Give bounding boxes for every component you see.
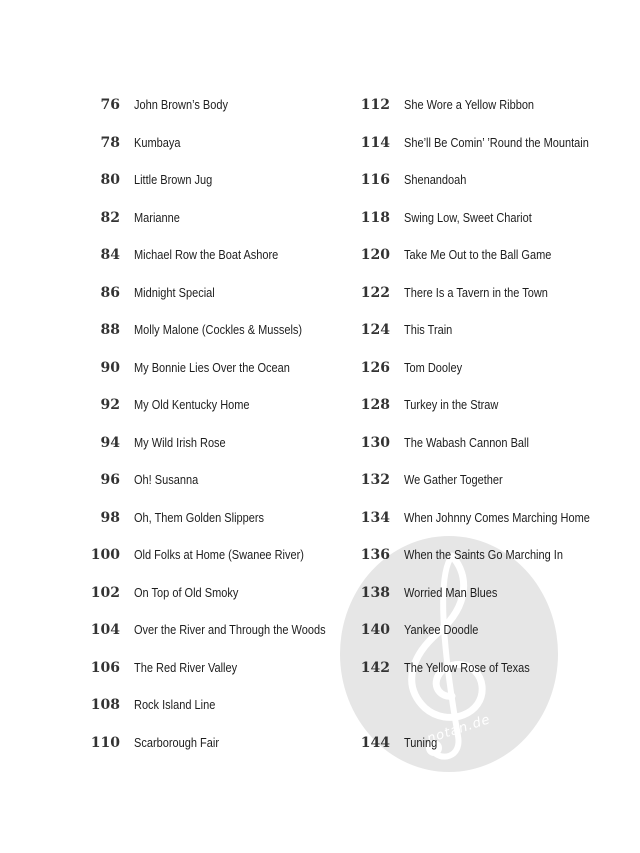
toc-song-title: Yankee Doodle — [404, 623, 479, 637]
toc-page-number: 112 — [360, 97, 390, 113]
toc-song-title: My Old Kentucky Home — [134, 398, 250, 412]
toc-song-title: Midnight Special — [134, 285, 215, 300]
toc-page-number: 140 — [360, 622, 390, 638]
toc-page-number: 96 — [100, 472, 120, 488]
toc-page-number: 82 — [100, 209, 120, 226]
toc-page-number: 108 — [90, 697, 120, 713]
toc-song-title: Take Me Out to the Ball Game — [404, 248, 552, 262]
toc-song-title: Kumbaya — [134, 135, 181, 150]
toc-page-number: 102 — [90, 584, 120, 601]
toc-song-title: Oh, Them Golden Slippers — [134, 510, 265, 525]
toc-song-title: John Brown’s Body — [134, 98, 228, 112]
toc-page-number: 114 — [360, 134, 390, 151]
toc-page-number: 92 — [100, 397, 120, 413]
toc-page-number: 144 — [360, 734, 390, 751]
toc-page-number: 76 — [100, 97, 120, 113]
toc-song-title: There Is a Tavern in the Town — [404, 285, 548, 300]
toc-song-title: She Wore a Yellow Ribbon — [404, 98, 535, 112]
toc-song-title: Scarborough Fair — [134, 735, 219, 750]
toc-page-number: 134 — [360, 509, 390, 526]
toc-page-number: 126 — [360, 359, 390, 376]
toc-page-number: 116 — [360, 172, 390, 188]
toc-song-title: Shenandoah — [404, 173, 467, 187]
toc-song-title: Over the River and Through the Woods — [134, 623, 326, 637]
watermark-text: notan.de — [425, 712, 493, 747]
toc-page-number: 94 — [100, 434, 120, 451]
toc-song-title: Tuning — [404, 735, 438, 750]
toc-song-title: Little Brown Jug — [134, 173, 213, 187]
toc-song-title: On Top of Old Smoky — [134, 585, 239, 600]
toc-page-number: 118 — [360, 209, 390, 226]
toc-song-title: She’ll Be Comin’ ’Round the Mountain — [404, 135, 589, 150]
toc-page-number: 124 — [360, 322, 390, 338]
toc-song-title: When Johnny Comes Marching Home — [404, 510, 590, 525]
toc-song-title: We Gather Together — [404, 473, 503, 487]
toc-page-number: 84 — [100, 247, 120, 263]
toc-song-title: My Wild Irish Rose — [134, 435, 226, 450]
toc-song-title: Old Folks at Home (Swanee River) — [134, 548, 304, 562]
toc-song-title: When the Saints Go Marching In — [404, 548, 563, 562]
toc-page-number: 110 — [90, 734, 120, 751]
toc-song-title: The Yellow Rose of Texas — [404, 660, 530, 675]
toc-song-title: This Train — [404, 323, 453, 337]
toc-page-number: 130 — [360, 434, 390, 451]
toc-page-number: 106 — [90, 659, 120, 676]
toc-page-number: 128 — [360, 397, 390, 413]
toc-page-number: 138 — [360, 584, 390, 601]
toc-song-title: Tom Dooley — [404, 360, 463, 375]
toc-page-number: 136 — [360, 547, 390, 563]
toc-song-title: Oh! Susanna — [134, 473, 199, 487]
toc-page-number: 98 — [100, 509, 120, 526]
toc-page-number: 104 — [90, 622, 120, 638]
toc-song-title: Swing Low, Sweet Chariot — [404, 210, 532, 225]
toc-page-number: 132 — [360, 472, 390, 488]
toc-page-number: 122 — [360, 284, 390, 301]
toc-page-number: 100 — [90, 547, 120, 563]
toc-page-number: 86 — [100, 284, 120, 301]
toc-song-title: My Bonnie Lies Over the Ocean — [134, 360, 290, 375]
toc-song-title: Molly Malone (Cockles & Mussels) — [134, 323, 303, 337]
toc-page-number: 80 — [100, 172, 120, 188]
toc-page-number: 120 — [360, 247, 390, 263]
toc-song-title: Rock Island Line — [134, 698, 216, 712]
toc-song-title: The Wabash Cannon Ball — [404, 435, 529, 450]
toc-page-number: 78 — [100, 134, 120, 151]
toc-song-title: The Red River Valley — [134, 660, 238, 675]
toc-page-number: 142 — [360, 659, 390, 676]
toc-song-title: Turkey in the Straw — [404, 398, 499, 412]
toc-page-number: 88 — [100, 322, 120, 338]
toc-song-title: Marianne — [134, 210, 180, 225]
toc-song-title: Michael Row the Boat Ashore — [134, 248, 279, 262]
toc-page-number: 90 — [100, 359, 120, 376]
toc-song-title: Worried Man Blues — [404, 585, 498, 600]
